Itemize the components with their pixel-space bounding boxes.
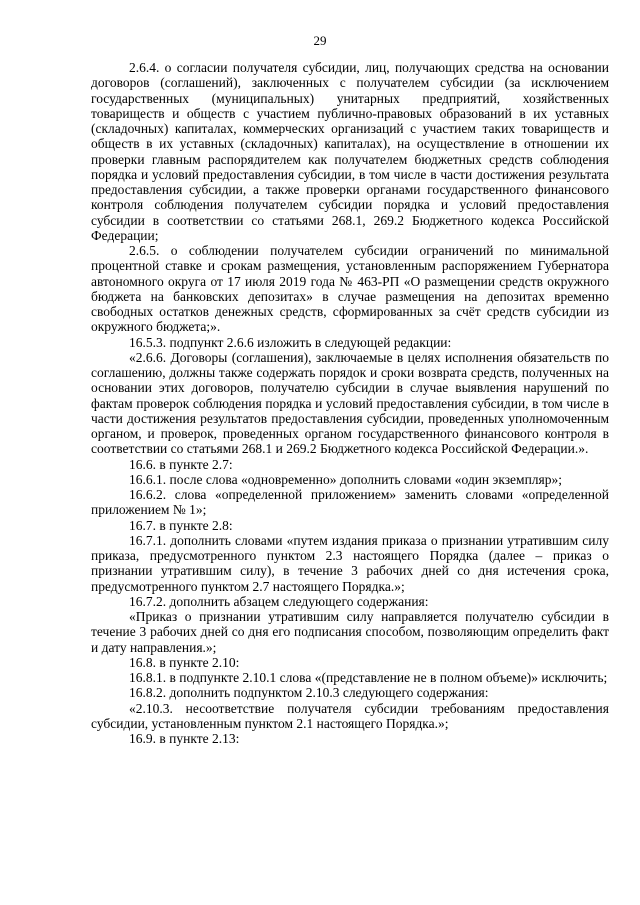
paragraph: 16.7.1. дополнить словами «путем издания приказа о признании утратившим силу приказа, предусмотренного пунктом 2.3 настоящего Порядка (далее – приказ о признании утратившим силу), в течение 3 рабочих дней со дня истечения срока, предусмотренного пунктом 2.7 настоящего Порядка.»; xyxy=(91,532,609,594)
paragraph: 2.6.5. о соблюдении получателем субсидии ограничений по минимальной процентной ставке и срокам размещения, установленным распоряжением Губернатора автономного округа от 17 июля 2019 года № 463-РП «О размещении средств окружного бюджета на банковских депозитах» в случае размещения на депозитах временно свободных остатков денежных средств, сформированных за счёт средств субсидии из окружного бюджета;». xyxy=(91,243,609,335)
paragraph: 16.5.3. подпункт 2.6.6 изложить в следующей редакции: xyxy=(129,334,452,350)
paragraph: 16.8.2. дополнить подпунктом 2.10.3 следующего содержания: xyxy=(129,685,489,701)
paragraph: 16.9. в пункте 2.13: xyxy=(129,731,240,746)
paragraph: 16.8.1. в подпункте 2.10.1 слова «(представление не в полном объеме)» исключить; xyxy=(129,670,608,685)
paragraph: 16.6.1. после слова «одновременно» дополнить словами «один экземпляр»; xyxy=(129,471,562,487)
paragraph: 16.6.2. слова «определенной приложением» заменить словами «определенной приложением № 1»; xyxy=(91,487,609,518)
paragraph: 16.8. в пункте 2.10: xyxy=(129,654,240,670)
paragraph: «2.6.6. Договоры (соглашения), заключаемые в целях исполнения обязательств по соглашению, должны также содержать порядок и сроки возврата средств, полученных на основании этих договоров, получателю субсидии в случае выявления нарушений по фактам проверок соблюдения порядка и условий предоставления субсидии, в том числе в части достижения результатов предоставления субсидии, проведенных уполномоченным органом, и проверок, проведенных органом государственного финансового контроля в соответствии со статьями 268.1 и 269.2 Бюджетного кодекса Российской Федерации.». xyxy=(91,349,609,457)
paragraph: 16.7.2. дополнить абзацем следующего содержания: xyxy=(129,593,429,609)
paragraph: 16.7. в пункте 2.8: xyxy=(129,517,233,533)
paragraph: «2.10.3. несоответствие получателя субсидии требованиям предоставления субсидии, установленным пунктом 2.1 настоящего Порядка.»; xyxy=(91,700,609,731)
paragraph: 16.6. в пункте 2.7: xyxy=(129,456,233,472)
paragraph: 2.6.4. о согласии получателя субсидии, лиц, получающих средства на основании договоров (соглашений), заключенных с получателем субсидии (за исключением государственных (муниципальных) унитарных предприятий, хозяйственных товариществ и обществ с участием публично-правовых образований в их уставных (складочных) капиталах, коммерческих организаций с участием таких товариществ и обществ в их уставных (складочных) капиталах), на осуществление в отношении их проверки главным распорядителем как получателем бюджетных средств соблюдения порядка и условий предоставления субсидии, в том числе в части достижения результата предоставления субсидии, а также проверки органами государственного финансового контроля соблюдения получателем субсидии порядка и условий предоставления субсидии в соответствии со статьями 268.1, 269.2 Бюджетного кодекса Российской Федерации; xyxy=(91,60,609,243)
page-number: 29 xyxy=(313,33,327,48)
paragraph: «Приказ о признании утратившим силу направляется получателю субсидии в течение 3 рабочих дней со дня его подписания способом, позволяющим определить факт и дату направления.»; xyxy=(91,609,609,655)
document-body xyxy=(91,60,609,746)
